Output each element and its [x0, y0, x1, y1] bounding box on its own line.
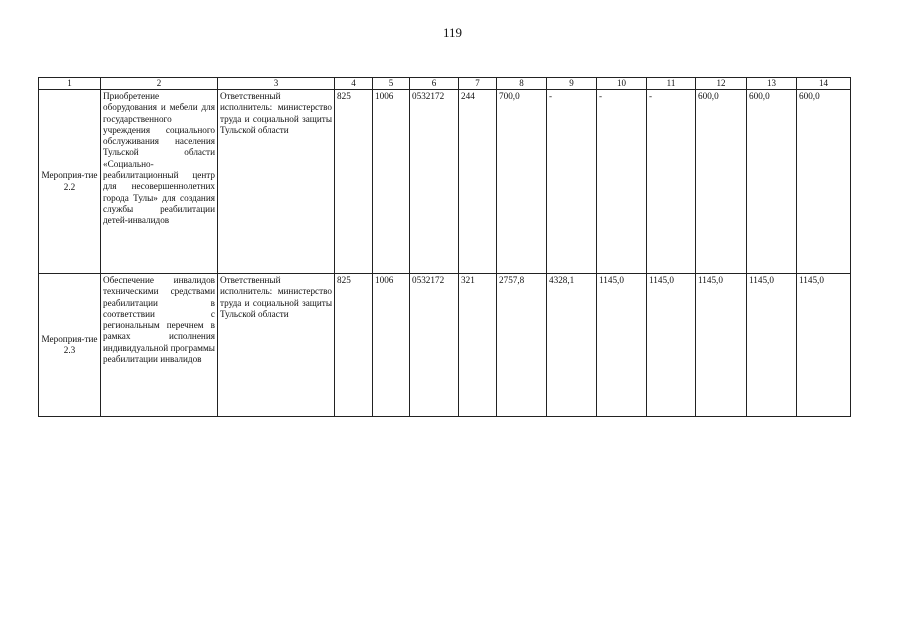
column-header: 3	[218, 78, 335, 90]
table-cell: 1145,0	[647, 274, 696, 417]
column-header: 7	[459, 78, 497, 90]
row-label: Мероприя-тие 2.2	[39, 90, 101, 274]
column-header: 5	[373, 78, 410, 90]
measure-name: Обеспечение инвалидов техническими средствами реабилитации в соответствии с региональным перечнем в рамках исполнения индивидуальной программы реабилитации инвалидов	[101, 274, 218, 417]
measure-name: Приобретение оборудования и мебели для государственного учреждения социального обслуживания населения Тульской области «Социально-реабилитационный центр для несовершеннолетних города Тулы» для создания службы реабилитации детей-инвалидов	[101, 90, 218, 274]
table-cell: 1006	[373, 274, 410, 417]
column-header: 13	[747, 78, 797, 90]
table-cell: 1145,0	[797, 274, 851, 417]
table-cell: 2757,8	[497, 274, 547, 417]
column-header: 6	[410, 78, 459, 90]
table-cell: 700,0	[497, 90, 547, 274]
column-header: 10	[597, 78, 647, 90]
table-cell: 600,0	[747, 90, 797, 274]
page-number: 119	[442, 25, 463, 40]
column-header: 8	[497, 78, 547, 90]
table-cell: 0532172	[410, 90, 459, 274]
table-cell: 244	[459, 90, 497, 274]
table-cell: -	[597, 90, 647, 274]
table-cell: 825	[335, 274, 373, 417]
table-header-row	[39, 78, 851, 90]
executor: Ответственный исполнитель: министерство труда и социальной защиты Тульской области	[218, 90, 335, 274]
column-header: 12	[696, 78, 747, 90]
table-cell: 0532172	[410, 274, 459, 417]
table-cell: -	[547, 90, 597, 274]
column-header: 9	[547, 78, 597, 90]
table-cell: 321	[459, 274, 497, 417]
table-cell: 1145,0	[696, 274, 747, 417]
table-cell: -	[647, 90, 696, 274]
column-header: 2	[101, 78, 218, 90]
table-cell: 1145,0	[597, 274, 647, 417]
table-row	[39, 274, 851, 417]
executor: Ответственный исполнитель: министерство труда и социальной защиты Тульской области	[218, 274, 335, 417]
table-cell: 1145,0	[747, 274, 797, 417]
table-row	[39, 90, 851, 274]
column-header: 1	[39, 78, 101, 90]
column-header: 11	[647, 78, 696, 90]
table-cell: 825	[335, 90, 373, 274]
table-cell: 600,0	[797, 90, 851, 274]
table-cell: 600,0	[696, 90, 747, 274]
row-label: Мероприя-тие 2.3	[39, 274, 101, 417]
column-header: 4	[335, 78, 373, 90]
table-cell: 1006	[373, 90, 410, 274]
column-header: 14	[797, 78, 851, 90]
budget-table	[38, 77, 851, 417]
table-cell: 4328,1	[547, 274, 597, 417]
